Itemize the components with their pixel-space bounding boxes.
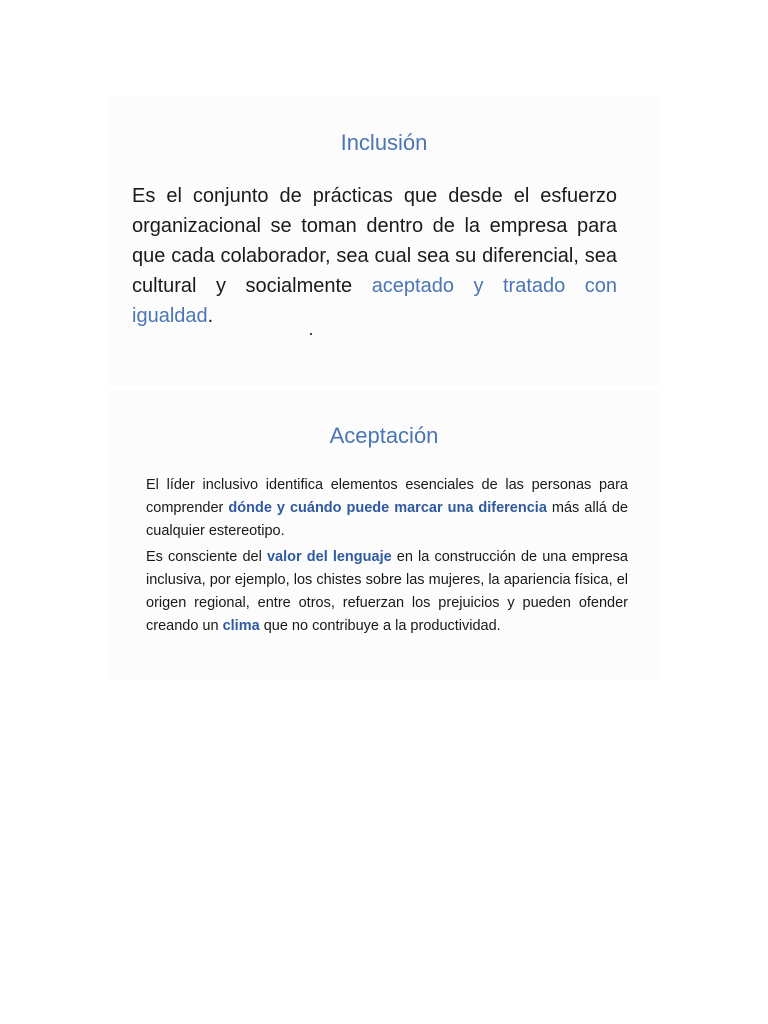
- aceptacion-title: Aceptación: [329, 423, 439, 448]
- p2-highlight-clima: clima: [222, 618, 260, 634]
- p1-text-end: más allá de cualquier estereotipo.: [146, 500, 628, 539]
- stray-dot: [310, 333, 312, 335]
- aceptacion-paragraph-1: [146, 474, 628, 543]
- inclusion-paragraph: [132, 181, 617, 331]
- aceptacion-panel: [108, 390, 660, 680]
- p1-highlight: dónde y cuándo puede marcar una diferencia: [228, 500, 547, 516]
- inclusion-text: Es el conjunto de prácticas que desde el esfuerzo organizacional se toman dentro de la empresa para que cada colaborador, sea cual sea su diferencial, sea cultural y socialmente: [132, 185, 617, 297]
- p1-text: El líder inclusivo identifica elementos esenciales de las personas para comprender: [146, 477, 628, 516]
- p2-highlight-lenguaje: valor del lenguaje: [266, 549, 392, 565]
- aceptacion-paragraph-2: [146, 546, 628, 638]
- inclusion-panel: [108, 95, 660, 385]
- inclusion-title: Inclusión: [340, 130, 428, 155]
- inclusion-text-end: .: [207, 305, 214, 327]
- p2-text: Es consciente del: [146, 549, 267, 565]
- p2-text-middle: en la construcción de una empresa inclusiva, por ejemplo, los chistes sobre las mujeres, la apariencia física, el origen regional, entre otros, refuerzan los prejuicios y pueden ofender creando un: [146, 549, 628, 634]
- inclusion-highlight: aceptado y tratado con igualdad: [132, 275, 617, 327]
- p2-text-end: que no contribuye a la productividad.: [259, 618, 501, 634]
